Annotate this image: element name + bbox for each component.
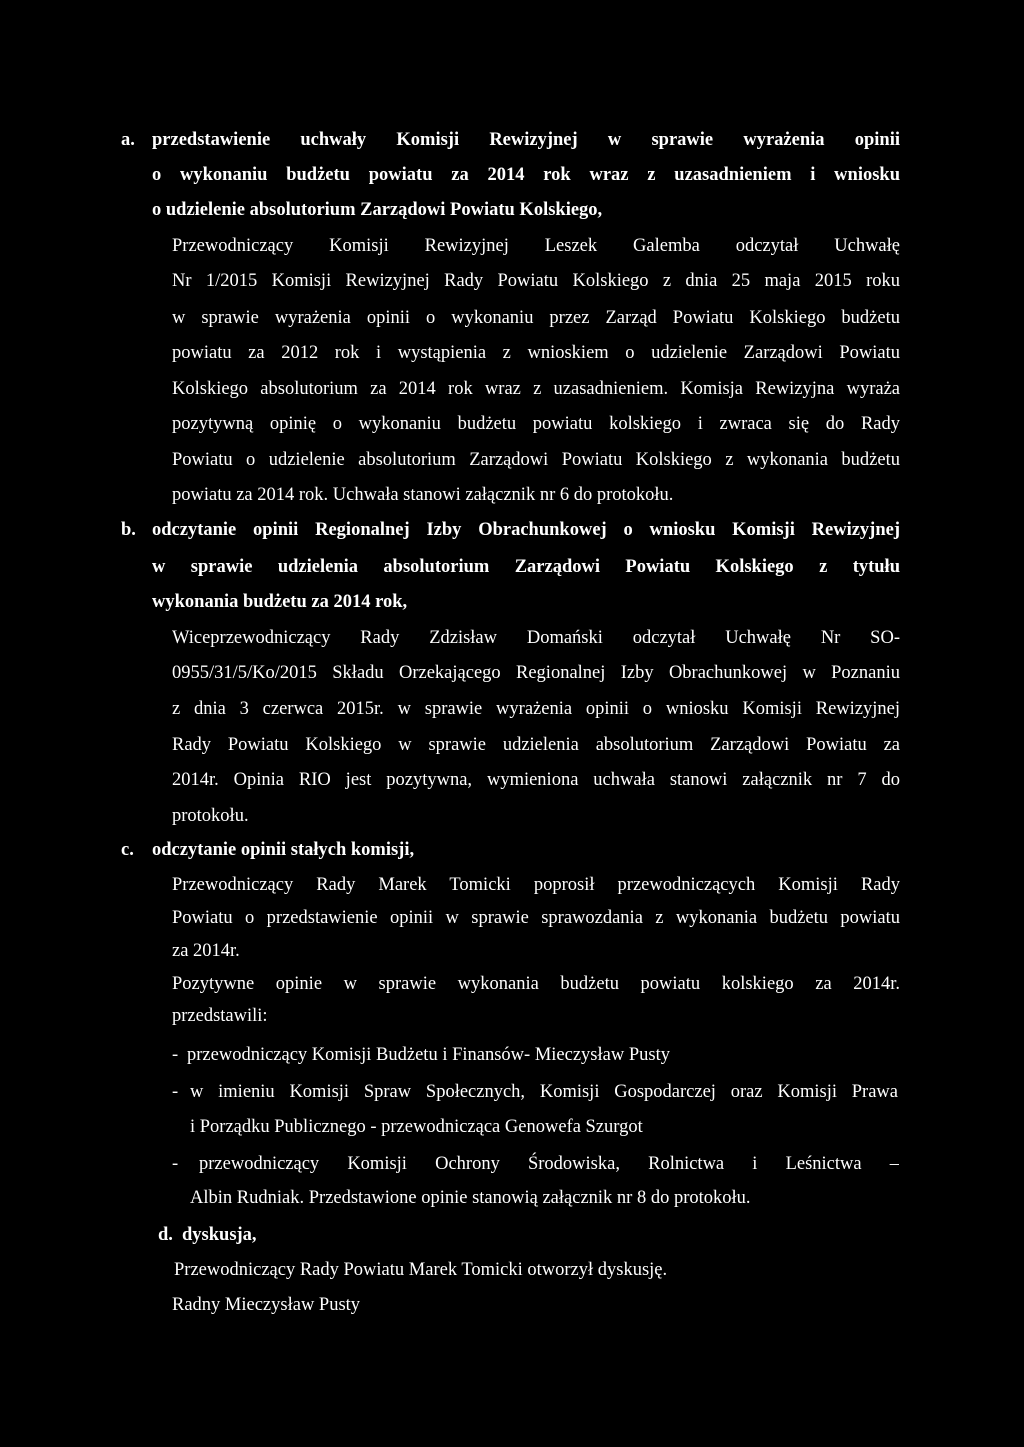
section-a-body-line-3: w sprawie wyrażenia opinii o wykonaniu przez Zarząd Powiatu Kolskiego budżetu: [172, 308, 900, 328]
section-a-marker: a.: [121, 130, 135, 150]
section-c-body-line-5: przedstawili:: [172, 1006, 268, 1026]
section-c-marker: c.: [121, 840, 134, 860]
section-a-body-line-6: pozytywną opinię o wykonaniu budżetu powiatu kolskiego i zwraca się do Rady: [172, 414, 900, 434]
section-b-body-line-1: Wiceprzewodniczący Rady Zdzisław Domański odczytał Uchwałę Nr SO-: [172, 628, 900, 648]
list-item-3-line-2: Albin Rudniak. Przedstawione opinie stanowią załącznik nr 8 do protokołu.: [190, 1188, 751, 1208]
section-d-marker: d.: [158, 1225, 173, 1245]
section-c-heading-line-1: odczytanie opinii stałych komisji,: [152, 840, 415, 860]
list-item-2-line-1: w imieniu Komisji Spraw Społecznych, Komisji Gospodarczej oraz Komisji Prawa: [190, 1082, 898, 1102]
section-b-body-line-6: protokołu.: [172, 806, 249, 826]
list-item-1-line-1: przewodniczący Komisji Budżetu i Finansów- Mieczysław Pusty: [187, 1045, 670, 1065]
list-item-2-line-2: i Porządku Publicznego - przewodnicząca Genowefa Szurgot: [190, 1117, 643, 1137]
section-b-body-line-4: Rady Powiatu Kolskiego w sprawie udzielenia absolutorium Zarządowi Powiatu za: [172, 735, 900, 755]
section-a-body-line-5: Kolskiego absolutorium za 2014 rok wraz z uzasadnieniem. Komisja Rewizyjna wyraża: [172, 379, 900, 399]
section-a-body-line-2: Nr 1/2015 Komisji Rewizyjnej Rady Powiatu Kolskiego z dnia 25 maja 2015 roku: [172, 271, 900, 291]
section-c-body-line-3: za 2014r.: [172, 941, 240, 961]
section-c-body-line-1: Przewodniczący Rady Marek Tomicki poprosił przewodniczących Komisji Rady: [172, 875, 900, 895]
section-b-body-line-3: z dnia 3 czerwca 2015r. w sprawie wyrażenia opinii o wniosku Komisji Rewizyjnej: [172, 699, 900, 719]
list-item-1-dash: -: [172, 1045, 179, 1065]
section-b-marker: b.: [121, 520, 136, 540]
section-b-heading-line-1: odczytanie opinii Regionalnej Izby Obrachunkowej o wniosku Komisji Rewizyjnej: [152, 520, 900, 540]
section-d-heading-line-1: dyskusja,: [182, 1225, 257, 1245]
section-d-body-line-1: Przewodniczący Rady Powiatu Marek Tomicki otworzył dyskusję.: [174, 1260, 668, 1280]
section-a-body-line-4: powiatu za 2012 rok i wystąpienia z wnioskiem o udzielenie Zarządowi Powiatu: [172, 343, 900, 363]
section-a-heading-line-1: przedstawienie uchwały Komisji Rewizyjnej w sprawie wyrażenia opinii: [152, 130, 900, 150]
list-item-3-dash: -: [172, 1154, 179, 1174]
section-d-body-line-2: Radny Mieczysław Pusty: [172, 1295, 361, 1315]
list-item-2-dash: -: [172, 1082, 179, 1102]
section-a-body-line-7: Powiatu o udzielenie absolutorium Zarządowi Powiatu Kolskiego z wykonania budżetu: [172, 450, 900, 470]
section-a-heading-line-2: o wykonaniu budżetu powiatu za 2014 rok wraz z uzasadnieniem i wniosku: [152, 165, 900, 185]
section-a-body-line-1: Przewodniczący Komisji Rewizyjnej Leszek Galemba odczytał Uchwałę: [172, 236, 900, 256]
section-b-heading-line-3: wykonania budżetu za 2014 rok,: [152, 592, 408, 612]
list-item-3-line-1: przewodniczący Komisji Ochrony Środowiska, Rolnictwa i Leśnictwa –: [199, 1154, 899, 1174]
section-c-body-line-4: Pozytywne opinie w sprawie wykonania budżetu powiatu kolskiego za 2014r.: [172, 974, 900, 994]
section-b-body-line-2: 0955/31/5/Ko/2015 Składu Orzekającego Regionalnej Izby Obrachunkowej w Poznaniu: [172, 663, 900, 683]
section-b-heading-line-2: w sprawie udzielenia absolutorium Zarządowi Powiatu Kolskiego z tytułu: [152, 557, 900, 577]
section-b-body-line-5: 2014r. Opinia RIO jest pozytywna, wymieniona uchwała stanowi załącznik nr 7 do: [172, 770, 900, 790]
section-c-body-line-2: Powiatu o przedstawienie opinii w sprawie sprawozdania z wykonania budżetu powiatu: [172, 908, 900, 928]
section-a-body-line-8: powiatu za 2014 rok. Uchwała stanowi załącznik nr 6 do protokołu.: [172, 485, 674, 505]
section-a-heading-line-3: o udzielenie absolutorium Zarządowi Powiatu Kolskiego,: [152, 200, 603, 220]
